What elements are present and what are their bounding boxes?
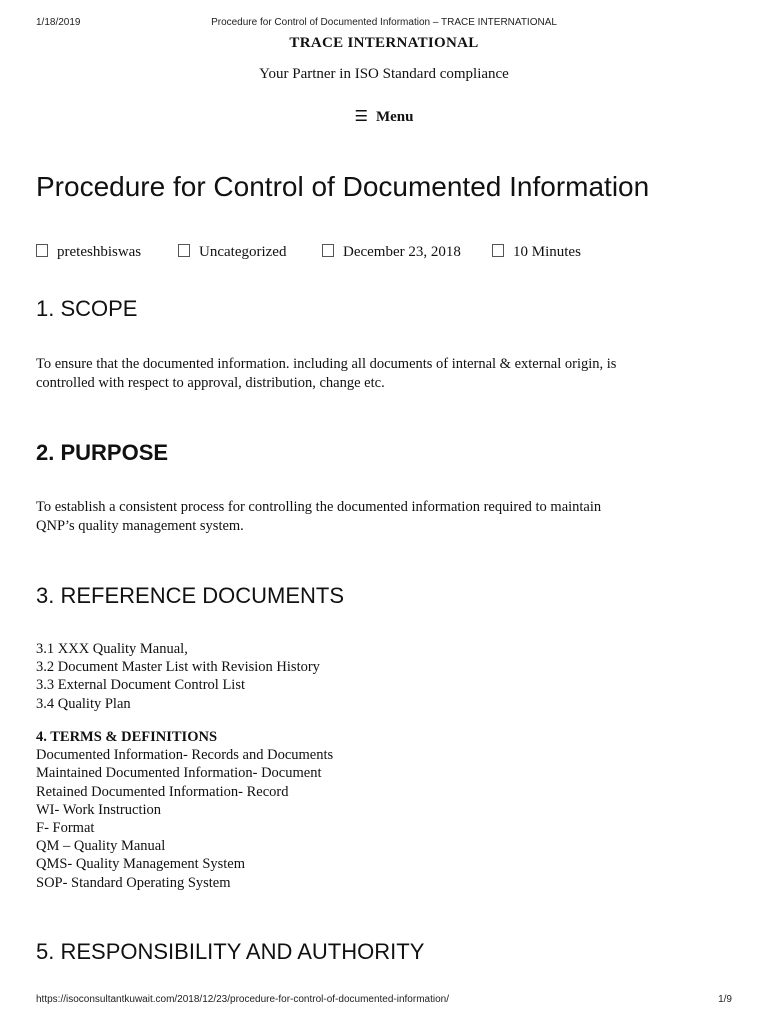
calendar-icon [322, 244, 334, 257]
meta-read-time [492, 244, 581, 261]
menu-button[interactable] [0, 107, 768, 126]
list-item: Retained Documented Information- Record [36, 783, 289, 800]
print-date: 1/18/2019 [36, 17, 81, 28]
list-item: 3.3 External Document Control List [36, 677, 246, 694]
purpose-line-1: To establish a consistent process for controlling the documented information required to maintain [36, 499, 602, 515]
scope-line-1: To ensure that the documented information. including all documents of internal & external origin, is [36, 356, 617, 372]
scope-heading: 1. SCOPE [36, 296, 138, 321]
list-item: F- Format [36, 820, 95, 837]
read-time: 10 Minutes [513, 244, 581, 260]
list-item: 3.4 Quality Plan [36, 695, 131, 712]
site-title[interactable]: TRACE INTERNATIONAL [289, 35, 479, 51]
responsibility-heading: 5. RESPONSIBILITY AND AUTHORITY [36, 939, 425, 964]
menu-label: Menu [375, 109, 414, 125]
scope-text [36, 355, 736, 392]
category-name: Uncategorized [199, 244, 287, 260]
purpose-text [36, 498, 736, 535]
clock-icon [492, 244, 504, 257]
list-item: QMS- Quality Management System [36, 856, 246, 873]
scope-line-2: controlled with respect to approval, distribution, change etc. [36, 374, 385, 391]
meta-category[interactable] [178, 244, 286, 261]
list-item: Maintained Documented Information- Document [36, 765, 322, 782]
references-list [36, 640, 320, 713]
user-icon [36, 244, 48, 257]
meta-author[interactable] [36, 244, 141, 261]
list-item: WI- Work Instruction [36, 801, 162, 818]
list-item: Documented Information- Records and Documents [36, 747, 334, 764]
terms-heading: 4. TERMS & DEFINITIONS [36, 729, 218, 745]
list-item: 3.1 XXX Quality Manual, [36, 641, 188, 657]
hamburger-icon: ☰ [354, 109, 368, 125]
terms-section [36, 728, 333, 892]
page-title: Procedure for Control of Documented Information [36, 171, 650, 202]
list-item: SOP- Standard Operating System [36, 874, 231, 891]
purpose-heading: 2. PURPOSE [36, 440, 169, 465]
list-item: QM – Quality Manual [36, 838, 166, 855]
meta-date[interactable] [322, 244, 461, 261]
list-item: 3.2 Document Master List with Revision History [36, 659, 320, 676]
print-doc-title: Procedure for Control of Documented Information – TRACE INTERNATIONAL [211, 17, 557, 28]
site-tagline: Your Partner in ISO Standard compliance [259, 66, 509, 82]
post-date: December 23, 2018 [343, 244, 461, 260]
references-heading: 3. REFERENCE DOCUMENTS [36, 583, 345, 608]
print-url: https://isoconsultantkuwait.com/2018/12/23/procedure-for-control-of-documented-information/ [36, 994, 449, 1005]
author-name: preteshbiswas [57, 244, 142, 260]
folder-icon [178, 244, 190, 257]
print-page-number: 1/9 [718, 994, 732, 1005]
purpose-line-2: QNP’s quality management system. [36, 517, 244, 534]
